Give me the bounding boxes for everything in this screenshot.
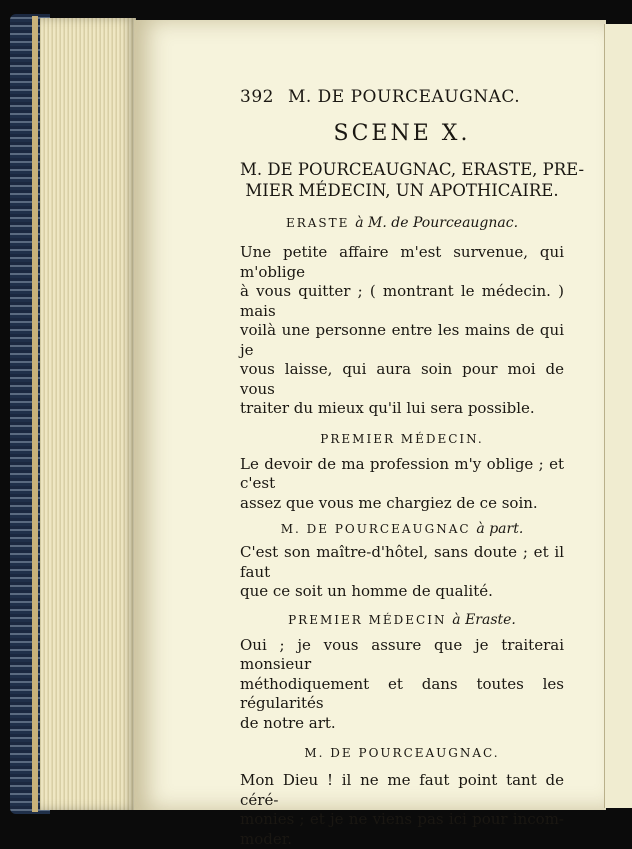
- speech-line: vous laisse, qui aura soin pour moi de vous: [240, 360, 564, 399]
- speaker-name: M. DE POURCEAUGNAC: [281, 522, 471, 536]
- speech-line: assez que vous me chargiez de ce soin.: [240, 494, 564, 514]
- speaker-heading: [240, 521, 564, 537]
- stage-direction: à part.: [476, 521, 523, 537]
- speech-line: que ce soit un homme de qualité.: [240, 582, 564, 602]
- speech-line: Mon Dieu ! il ne me faut point tant de céré-: [240, 771, 564, 810]
- speech: [240, 771, 564, 849]
- cast-line: MIER MÉDECIN, UN APOTHICAIRE.: [240, 180, 564, 201]
- adjacent-page-edge: [604, 24, 632, 808]
- speech: [240, 543, 564, 602]
- speaker-heading: [240, 215, 564, 231]
- scene-title: SCENE X.: [240, 120, 564, 148]
- speech-line: à vous quitter ; ( montrant le médecin. ) mais: [240, 282, 564, 321]
- speech-line: méthodiquement et dans toutes les régularités: [240, 675, 564, 714]
- speaker-name: ERASTE: [286, 216, 349, 230]
- page-edges: [40, 18, 136, 810]
- speech-line: Oui ; je vous assure que je traiterai monsieur: [240, 636, 564, 675]
- stage-direction: à M. de Pourceaugnac.: [355, 215, 518, 231]
- speech-line: de notre art.: [240, 714, 564, 734]
- speaker-name: M. DE POURCEAUGNAC.: [304, 746, 499, 760]
- speech-line: Le devoir de ma profession m'y oblige ; et c'est: [240, 455, 564, 494]
- cast-line: M. DE POURCEAUGNAC, ERASTE, PRE-: [240, 159, 564, 180]
- page-content: [240, 86, 564, 849]
- speaker-heading: [240, 431, 564, 447]
- speech-line: C'est son maître-d'hôtel, sans doute ; et il faut: [240, 543, 564, 582]
- cover-binding-edge: [32, 16, 38, 812]
- page-number: 392: [240, 87, 274, 107]
- cast-list: [240, 159, 564, 201]
- speaker-heading: [240, 745, 564, 761]
- speaker-name: PREMIER MÉDECIN.: [320, 432, 483, 446]
- speech-line: Une petite affaire m'est survenue, qui m'oblige: [240, 243, 564, 282]
- speech-line: monies ; et je ne viens pas ici pour incom-: [240, 810, 564, 830]
- speech-line: moder.: [240, 830, 564, 849]
- speech-line: voilà une personne entre les mains de qui je: [240, 321, 564, 360]
- speaker-heading: [240, 612, 564, 628]
- speech-line: traiter du mieux qu'il lui sera possible.: [240, 399, 564, 419]
- running-head: [240, 86, 564, 108]
- speech: [240, 636, 564, 734]
- stage-direction: à Eraste.: [452, 612, 516, 628]
- running-head-title: M. DE POURCEAUGNAC.: [288, 87, 520, 107]
- speech: [240, 243, 564, 419]
- speaker-name: PREMIER MÉDECIN: [288, 613, 446, 627]
- speech: [240, 455, 564, 514]
